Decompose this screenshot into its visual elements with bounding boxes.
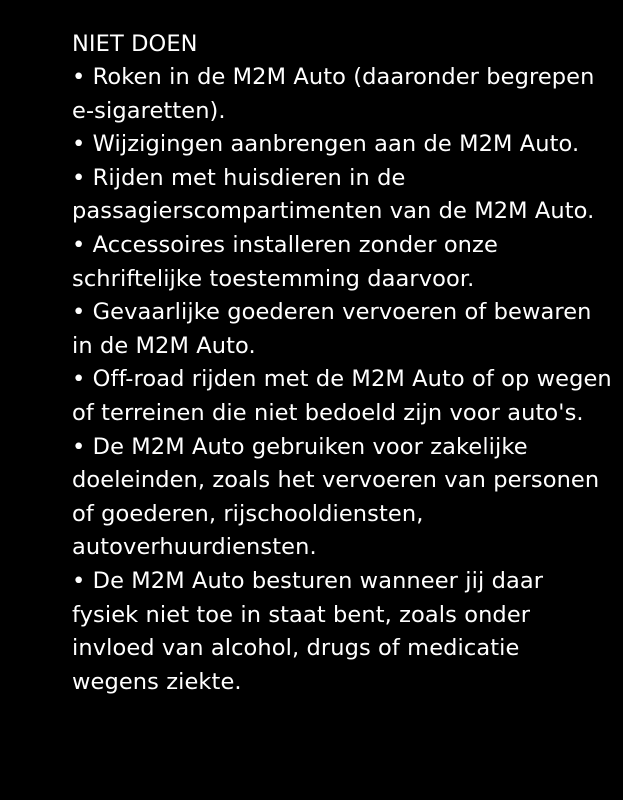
bullet-icon: • [72, 299, 86, 326]
list-item-text: De M2M Auto gebruiken voor zakelijke doeleinden, zoals het vervoeren van personen of goederen, rijschooldiensten, autoverhuurdiensten. [72, 433, 600, 561]
section-title: NIET DOEN [72, 31, 198, 57]
list-item-text: Wijzigingen aanbrengen aan de M2M Auto. [92, 131, 580, 158]
list-item [72, 61, 612, 128]
list-item-text: Accessoires installeren zonder onze schriftelijke toestemming daarvoor. [72, 231, 498, 292]
list-item-text: De M2M Auto besturen wanneer jij daar fysiek niet toe in staat bent, zoals onder invloed van alcohol, drugs of medicatie wegens ziekte. [72, 567, 544, 695]
prohibited-actions-list [72, 61, 612, 699]
rules-document [72, 28, 612, 699]
bullet-icon: • [72, 231, 86, 258]
bullet-icon: • [72, 164, 86, 191]
list-item-text: Off-road rijden met de M2M Auto of op wegen of terreinen die niet bedoeld zijn voor auto's. [72, 366, 612, 426]
list-item-text: Roken in de M2M Auto (daaronder begrepen e-sigaretten). [72, 64, 595, 124]
list-item [72, 363, 612, 430]
bullet-icon: • [72, 433, 86, 460]
list-item [72, 565, 612, 699]
bullet-icon: • [72, 366, 86, 393]
list-item [72, 296, 612, 363]
bullet-icon: • [72, 64, 86, 90]
list-item [72, 162, 612, 229]
list-item-text: Gevaarlijke goederen vervoeren of bewaren in de M2M Auto. [72, 299, 592, 359]
list-item [72, 128, 612, 162]
list-item-text: Rijden met huisdieren in de passagierscompartimenten van de M2M Auto. [72, 164, 595, 225]
bullet-icon: • [72, 567, 86, 594]
list-item [72, 229, 612, 296]
bullet-icon: • [72, 131, 86, 158]
list-item [72, 431, 612, 565]
